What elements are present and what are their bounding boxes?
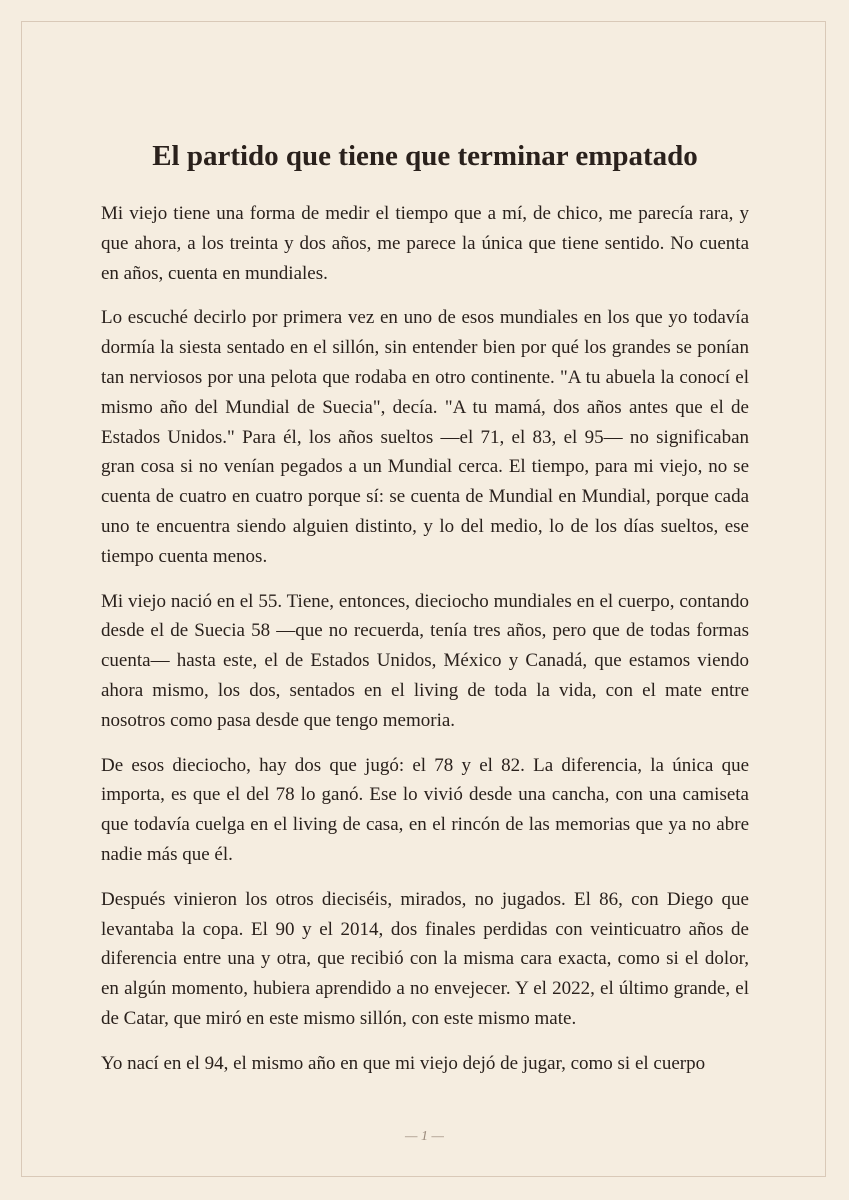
document-body — [101, 135, 749, 1094]
paragraph-3: Mi viejo nació en el 55. Tiene, entonces, dieciocho mundiales en el cuerpo, contando desde el de Suecia 58 —que no recuerda, tenía tres años, pero que de todas formas cuenta— hasta este, el de Estados Unidos, México y Canadá, que estamos viendo ahora mismo, los dos, sentados en el living de toda la vida, con el mate entre nosotros como pasa desde que tengo memoria. — [101, 590, 749, 731]
page-number: — 1 — — [405, 1129, 444, 1144]
paragraph-1: Mi viejo tiene una forma de medir el tiempo que a mí, de chico, me parecía rara, y que ahora, a los treinta y dos años, me parece la única que tiene sentido. No cuenta en años, cuenta en mundiales. — [101, 203, 749, 284]
paragraph-6: Yo nací en el 94, el mismo año en que mi viejo dejó de jugar, como si el cuerpo — [101, 1052, 706, 1074]
paragraph-2: Lo escuché decirlo por primera vez en uno de esos mundiales en los que yo todavía dormía la siesta sentado en el sillón, sin entender bien por qué los grandes se ponían tan nerviosos por una pelota que rodaba en otro continente. "A tu abuela la conocí el mismo año del Mundial de Suecia", decía. "A tu mamá, dos años antes que el de Estados Unidos." Para él, los años sueltos —el 71, el 83, el 95— no significaban gran cosa si no venían pegados a un Mundial cerca. El tiempo, para mi viejo, no se cuenta de cuatro en cuatro porque sí: se cuenta de Mundial en Mundial, porque cada uno te encuentra siendo alguien distinto, y lo del medio, lo de los días sueltos, ese tiempo cuenta menos. — [101, 307, 749, 567]
paragraph-4: De esos dieciocho, hay dos que jugó: el 78 y el 82. La diferencia, la única que importa, es que el del 78 lo ganó. Ese lo vivió desde una cancha, con una camiseta que todavía cuelga en el living de casa, en el rincón de las memorias que ya no abre nadie más que él. — [101, 754, 749, 865]
document-title: El partido que tiene que terminar empatado — [152, 140, 698, 172]
paragraph-5: Después vinieron los otros dieciséis, mirados, no jugados. El 86, con Diego que levantaba la copa. El 90 y el 2014, dos finales perdidas con veinticuatro años de diferencia entre una y otra, que recibió con la misma cara exacta, como si el dolor, en algún momento, hubiera aprendido a no envejecer. Y el 2022, el último grande, el de Catar, que miró en este mismo sillón, con este mismo mate. — [101, 888, 749, 1029]
